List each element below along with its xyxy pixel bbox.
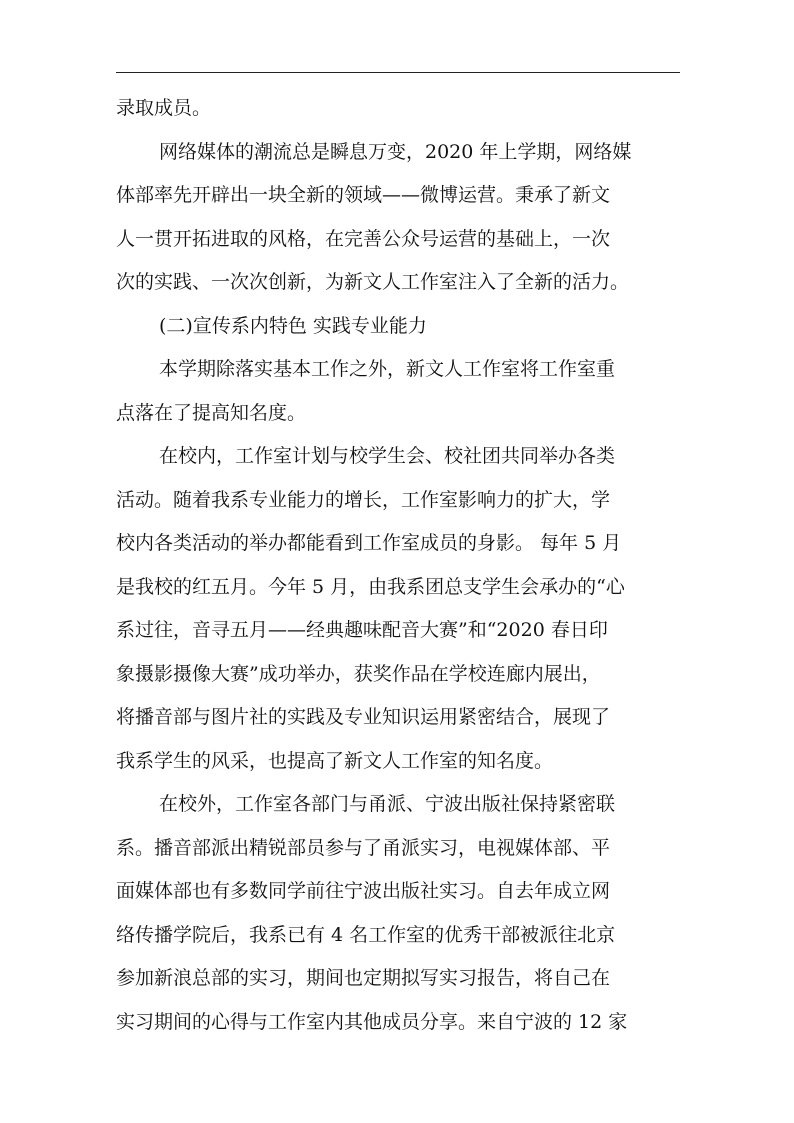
text-line: 将播音部与图片社的实践及专业知识运用紧密结合，展现了 xyxy=(116,706,611,728)
text-line: 络传播学院后，我系已有 4 名工作室的优秀干部被派往北京 xyxy=(116,924,616,946)
text-line: 体部率先开辟出一块全新的领域——微博运营。秉承了新文 xyxy=(116,184,611,206)
text-line: 次的实践、一次次创新，为新文人工作室注入了全新的活力。 xyxy=(116,271,630,293)
text-line: 系。播音部派出精锐部员参与了甬派实习，电视媒体部、平 xyxy=(116,837,611,859)
text-line: 参加新浪总部的实习，期间也定期拟写实习报告，将自己在 xyxy=(116,967,611,989)
text-line: 网络媒体的潮流总是瞬息万变，2020 年上学期，网络媒 xyxy=(159,141,632,163)
text-line: 人一贯开拓进取的风格，在完善公众号运营的基础上，一次 xyxy=(116,228,611,250)
text-line: 系过往，音寻五月——经典趣味配音大赛”和“2020 春日印 xyxy=(116,619,608,641)
text-line: 在校外，工作室各部门与甬派、宁波出版社保持紧密联 xyxy=(159,793,616,815)
text-line: 在校内，工作室计划与校学生会、校社团共同举办各类 xyxy=(159,445,616,467)
text-line: 实习期间的心得与工作室内其他成员分享。来自宁波的 12 家 xyxy=(116,1011,628,1033)
text-line: 面媒体部也有多数同学前往宁波出版社实习。自去年成立网 xyxy=(116,880,611,902)
text-line: 录取成员。 xyxy=(116,97,212,119)
header-rule xyxy=(116,72,680,73)
text-line: 象摄影摄像大赛”成功举办，获奖作品在学校连廊内展出， xyxy=(116,663,601,685)
text-line: 点落在了提高知名度。 xyxy=(116,402,307,424)
text-line: 是我校的红五月。今年 5 月，由我系团总支学生会承办的“心 xyxy=(116,576,625,598)
text-line: 校内各类活动的举办都能看到工作室成员的身影。 每年 5 月 xyxy=(116,532,622,554)
text-line: 我系学生的风采，也提高了新文人工作室的知名度。 xyxy=(116,750,554,772)
text-line: 活动。随着我系专业能力的增长，工作室影响力的扩大，学 xyxy=(116,489,611,511)
section-heading: (二)宣传系内特色 实践专业能力 xyxy=(159,315,427,337)
text-line: 本学期除落实基本工作之外，新文人工作室将工作室重 xyxy=(159,358,616,380)
